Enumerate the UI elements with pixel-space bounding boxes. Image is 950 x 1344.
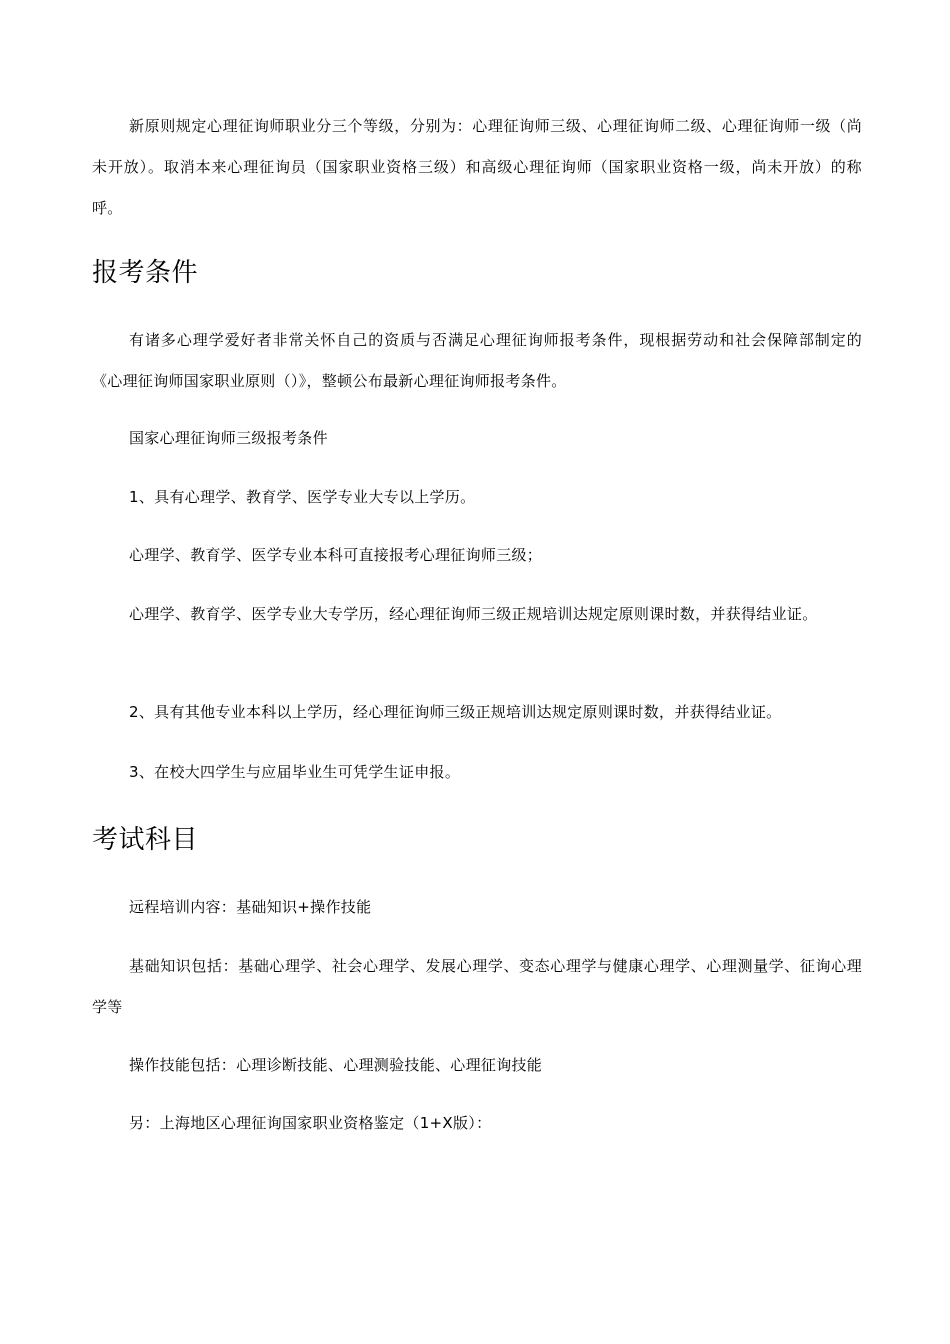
requirements-paragraph-3: 1、具有心理学、教育学、医学专业大专以上学历。 bbox=[129, 488, 476, 506]
requirements-paragraph-6: 2、具有其他专业本科以上学历，经心理征询师三级正规培训达规定原则课时数，并获得结业证。 bbox=[129, 703, 782, 721]
requirements-paragraph-1: 有诸多心理学爱好者非常关怀自己的资质与否满足心理征询师报考条件，现根据劳动和社会保障部制定的《心理征询师国家职业原则（）》，整顿公布最新心理征询师报考条件。 bbox=[92, 331, 862, 390]
subjects-paragraph-4: 另：上海地区心理征询国家职业资格鉴定（1+X版）： bbox=[129, 1114, 492, 1132]
requirements-heading: 报考条件 bbox=[92, 258, 199, 288]
requirements-paragraph-7: 3、在校大四学生与应届毕业生可凭学生证申报。 bbox=[129, 763, 461, 781]
subjects-paragraph-1: 远程培训内容：基础知识+操作技能 bbox=[129, 898, 372, 916]
intro-paragraph: 新原则规定心理征询师职业分三个等级，分别为：心理征询师三级、心理征询师二级、心理征询师一级（尚未开放）。取消本来心理征询员（国家职业资格三级）和高级心理征询师（国家职业资格一级，尚未开放）的称呼。 bbox=[92, 117, 862, 217]
requirements-paragraph-5: 心理学、教育学、医学专业大专学历，经心理征询师三级正规培训达规定原则课时数，并获得结业证。 bbox=[129, 605, 818, 623]
subjects-paragraph-2: 基础知识包括：基础心理学、社会心理学、发展心理学、变态心理学与健康心理学、心理测量学、征询心理学等 bbox=[92, 957, 862, 1016]
subjects-paragraph-3: 操作技能包括：心理诊断技能、心理测验技能、心理征询技能 bbox=[129, 1056, 543, 1074]
requirements-paragraph-4: 心理学、教育学、医学专业本科可直接报考心理征询师三级； bbox=[129, 546, 543, 564]
requirements-paragraph-2: 国家心理征询师三级报考条件 bbox=[129, 429, 328, 447]
subjects-heading: 考试科目 bbox=[92, 825, 199, 855]
